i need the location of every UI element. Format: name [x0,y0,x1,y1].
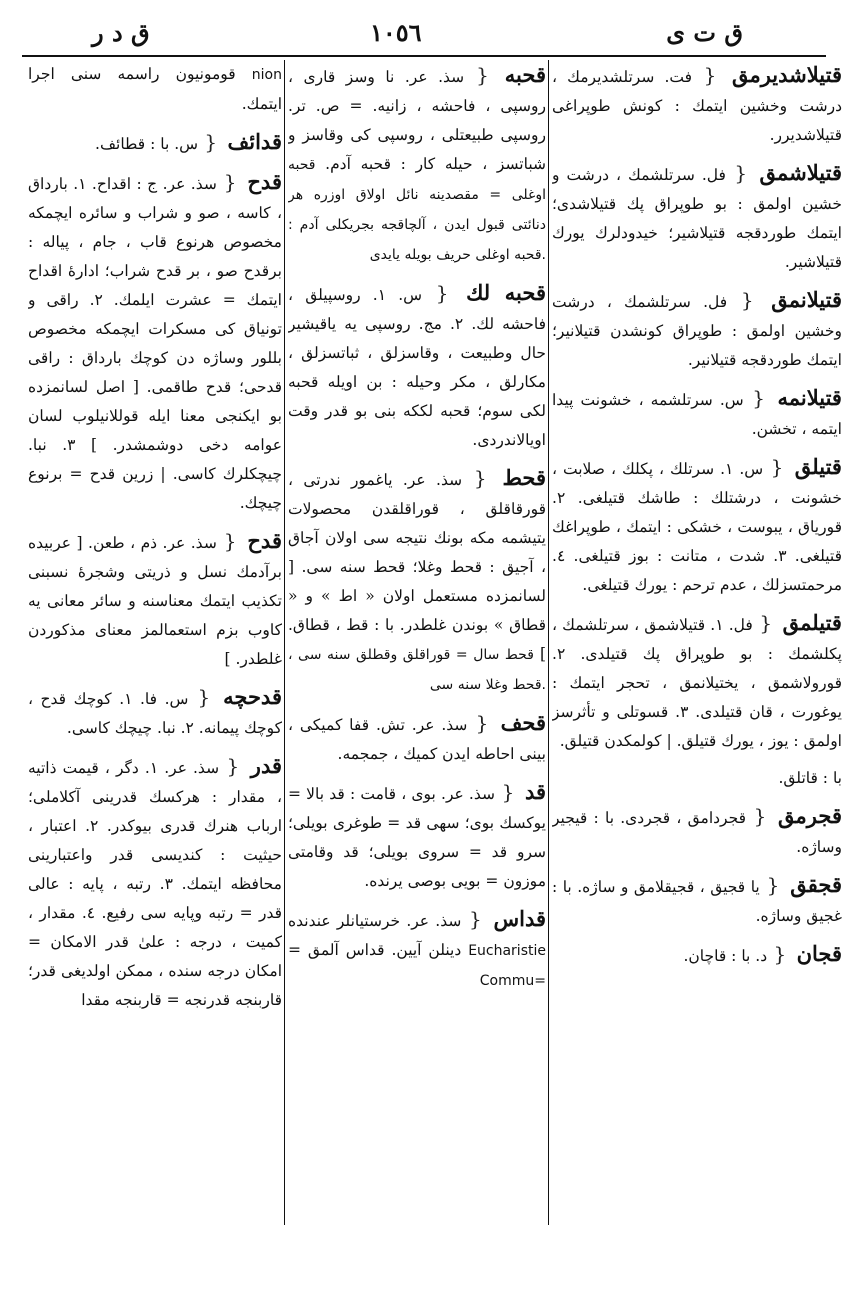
entry-definition: س. فا. ١. كوچك قدح ، كوچك پيمانه. ٢. نبا. چيچك كاسى. [28,690,282,737]
running-header-left: ق د ر [92,18,150,47]
entry-definition: فت. سرتلشديرمك ، درشت وخشين ايتمك : كونش طوپراغى قتيلاشديرر. [552,68,842,144]
dictionary-entry [28,751,282,1015]
dictionary-entry [288,708,546,769]
entry-headword: قجقق [790,872,842,897]
entry-headword: قدائف [227,129,282,154]
entry-headword: قتيلمق [782,610,842,635]
entry-brace: { [464,63,501,87]
column-divider-right [548,60,549,1225]
dictionary-entry [28,682,282,743]
entry-brace: { [692,63,728,87]
column-divider-left [284,60,285,1225]
entry-definition: سذ. عر. تش. قفا كميكى ، بينى احاطه ايدن كميك ، جمجمه. [288,716,546,763]
entry-headword: قدحچه [223,684,282,709]
latin-term: nion [251,67,282,83]
entry-brace: { [461,907,490,931]
entry-brace: { [763,455,791,479]
entry-brace: { [216,170,244,194]
latin-term: Commu= [479,973,546,989]
entry-headword: قدر [250,753,282,778]
entry-headword: قد [524,779,546,804]
dictionary-entry [552,60,842,150]
entry-brace: { [467,711,497,735]
dictionary-entry [28,60,282,119]
column-left [28,60,282,1250]
entry-brace: { [494,780,521,804]
entry-headword: قدح [247,169,282,194]
latin-term: قحط سال = قوراقلق وقطلق سنه سى ، قحط وغلا سنه سى. [288,647,546,693]
entry-headword: قحف [500,710,546,735]
entry-definition: nion قومونيون راسمه سنى اجرا ايتمك. [28,65,282,113]
entry-brace: { [727,288,768,312]
dictionary-entry [552,764,842,793]
entry-brace: { [219,754,247,778]
entry-brace: { [188,685,220,709]
entry-headword: قتيلانمه [777,385,842,410]
entry-definition: سذ. عر. ١. دگر ، قيمت ذاتيه ، مقدار : هركسك قدرينى آكلاملى؛ ارباب هنرك قدرى بيوكدر. ٢. اعتبار ، حيثيت : كنديسى قدر واعتبارينى محافظه ايتمك. ٣. رتبه ، پايه : عالى قدر = رتبه وپايه سى رفيع. ٤. مقدار ، كميت ، درجه : علىٰ قدر الامكان = امكان درجه سنده ، ممكن اولديغى قدر؛ قاربنجه قدرنجه = قاربنجه مقدا [28,759,282,1009]
dictionary-entry [552,801,842,862]
latin-term: Eucharistie [468,943,546,959]
entry-headword: قجرمق [778,803,842,828]
dictionary-entry [28,526,282,674]
entry-definition: سذ. عر. ياغمور ندرتى ، قورقاقلق ، قوراقلقدن محصولات يتيشمه مكه بونك نتيجه سى اولان آجاق ، آجيق : قحط وغلا؛ قحط سنه سى. [ لسانمزده مستعمل اولان « اط » و « قطاق » بوندن غلطدر. با : قط ، قطاق. ] قحط سال = قوراقلق وقطلق سنه سى ، قحط وغلا سنه سى. [288,471,546,693]
entry-definition: س. ١. روسپيلق ، فاحشه لك. ٢. مج. روسپى يه ياقيشير حال وطبيعت ، وقاسزلق ، ثباتسزلق ، مكارلق ، مكر وحيله : بن اويله قحبه لكى سوم؛ قحبه لككه بنى بو قدر وقت اويالاندردى. [288,286,546,449]
entry-headword: قحط [502,465,546,490]
dictionary-entry [552,608,842,756]
entry-brace: { [462,466,499,490]
column-right [552,60,842,1250]
entry-definition: فل. سرتلشمك ، درشت و خشين اولمق : بو طوپراق پك قتيلاشدى؛ ايتمك طوردقجه قتيلاشير؛ خيدودلرك يورك قتيلاشير. [552,166,842,271]
entry-brace: { [743,386,774,410]
dictionary-entry [288,463,546,700]
entry-brace: { [767,942,793,966]
entry-headword: قداس [493,906,546,931]
header-rule [22,55,826,57]
entry-brace: { [746,804,775,828]
entry-brace: { [198,130,224,154]
entry-headword: قحبه لك [466,280,546,305]
entry-definition: سذ. عر. بوى ، قامت : قد بالا = يوكسك بوى؛ سهى قد = طوغرى بويلى؛ سرو قد = سروى بويلى؛ قد وقامتى موزون = بويى بوصى يرنده. [288,785,546,890]
entry-definition: فل. سرتلشمك ، درشت وخشين اولمق : طوپراق كونشدن قتيلانير؛ ايتمك طوردقجه قتيلانير. [552,293,842,369]
entry-definition: قجردامق ، قجردى. با : قيجير وساژه. [552,809,842,856]
entry-definition: س. با : قطائف. [95,135,199,153]
entry-headword: قتيلق [794,454,842,479]
latin-term: قحبه اوغلى = مقصدينه نائل اولاق اوزره هر دنائتى قبول ايدن ، آلچاقجه بجريكلى آدم : قحبه اوغلى حريف بويله يايدى. [288,157,546,263]
entry-definition: س. ١. سرتلك ، پكلك ، صلابت ، خشونت ، درشتلك : طاشك قتيلغى. ٢. قورياق ، يبوست ، خشكى : ايتمك ، طوپراغك قتيلغى. ٣. شدت ، متانت : بوز قتيلغى. ٤. مرحمتسزلك ، عدم ترحم : يورك قتيلغى. [552,460,842,594]
entry-headword: قتيلاشديرمق [731,62,842,87]
dictionary-entry [552,158,842,277]
dictionary-entry [288,60,546,270]
dictionary-entry [288,278,546,455]
entry-definition: با : قاتلق. [778,769,842,787]
entry-brace: { [752,611,779,635]
entry-brace: { [422,281,463,305]
dictionary-entry [28,167,282,518]
entry-brace: { [759,873,787,897]
entry-definition: سذ. عر. ج : اقداح. ١. بارداق ، كاسه ، صو و شراب و سائره ايچمكه مخصوص هرنوع قاب ، جام ، پياله : برقدح صو ، بر قدح شراب؛ ادارۀ اقداح ايتمك = عشرت ايلمك. ٢. راقى و تونياق كى مسكرات ايچمكه مخصوص بللور وساژه دن كوچك بارداق : راقى قدحى؛ قدح طاقمى. [ اصل لسانمزده بو ايكنجى معنا ايله قوللانيلوب لسان عوامه دخى دوشمشدر. ] ٣. نبا. چيچكلرك كاسى. | زرين قدح = برنوع چيچك. [28,175,282,512]
entry-definition: سذ. عر. نا وسز قارى ، روسپى ، فاحشه ، زانيه. = ص. تر. روسپى طبيعتلى ، روسپى كى وقاسز و شباتسز ، حيله كار : قحبه آدم. قحبه اوغلى = مقصدينه نائل اولاق اوزره هر دنائتى قبول ايدن ، آلچاقجه بجريكلى آدم : قحبه اوغلى حريف بويله يايدى. [288,68,546,263]
entry-definition: د. با : قاچان. [683,947,768,965]
dictionary-entry [288,904,546,996]
entry-headword: قدح [247,528,282,553]
dictionary-entry [552,383,842,444]
column-middle [288,60,546,1250]
dictionary-entry [288,777,546,896]
dictionary-entry [552,870,842,931]
dictionary-entry [552,285,842,375]
dictionary-entry [552,939,842,971]
running-header-right: ق ت ى [666,18,743,47]
entry-headword: قجان [796,941,842,966]
page-number: ١٠٥٦ [370,18,422,47]
page-header [0,18,848,58]
entry-headword: قحبه [504,62,546,87]
entry-headword: قتيلاشمق [759,160,842,185]
entry-brace: { [725,161,756,185]
entry-definition: سذ. عر. ذم ، طعن. [ عربيده برآدمك نسل و ذريتى وشجرۀ نسبنى تكذيب ايتمك معناسنه و سائر معانى يه كاوب بزم استعمالمز معناى مذكوردن غلطدر. ] [28,534,282,668]
dictionary-entry [552,452,842,600]
entry-brace: { [216,529,244,553]
entry-headword: قتيلانمق [771,287,842,312]
dictionary-entry [28,127,282,159]
entry-definition: فل. ١. قتيلاشمق ، سرتلشمك ، پكلشمك : بو طوپراق پك قتيلدى. ٢. قورولاشمق ، يختيلانمق ، تحجر ايتمك : يوغورت ، قان قتيلدى. ٣. قسوتلى و تأثرسز اولمق : يوز ، يورك قتيلق. | كولمكدن قتيلق. [552,616,842,750]
entry-definition: يا قجيق ، قجيقلامق و ساژه. با : غجيق وساژه. [552,878,842,925]
entry-definition: سذ. عر. خرستيانلر عندنده Eucharistie دينلن آيين. قداس آلمق = Commu= [288,912,546,989]
entry-definition: س. سرتلشمه ، خشونت پيدا ايتمه ، تخشن. [552,391,842,438]
